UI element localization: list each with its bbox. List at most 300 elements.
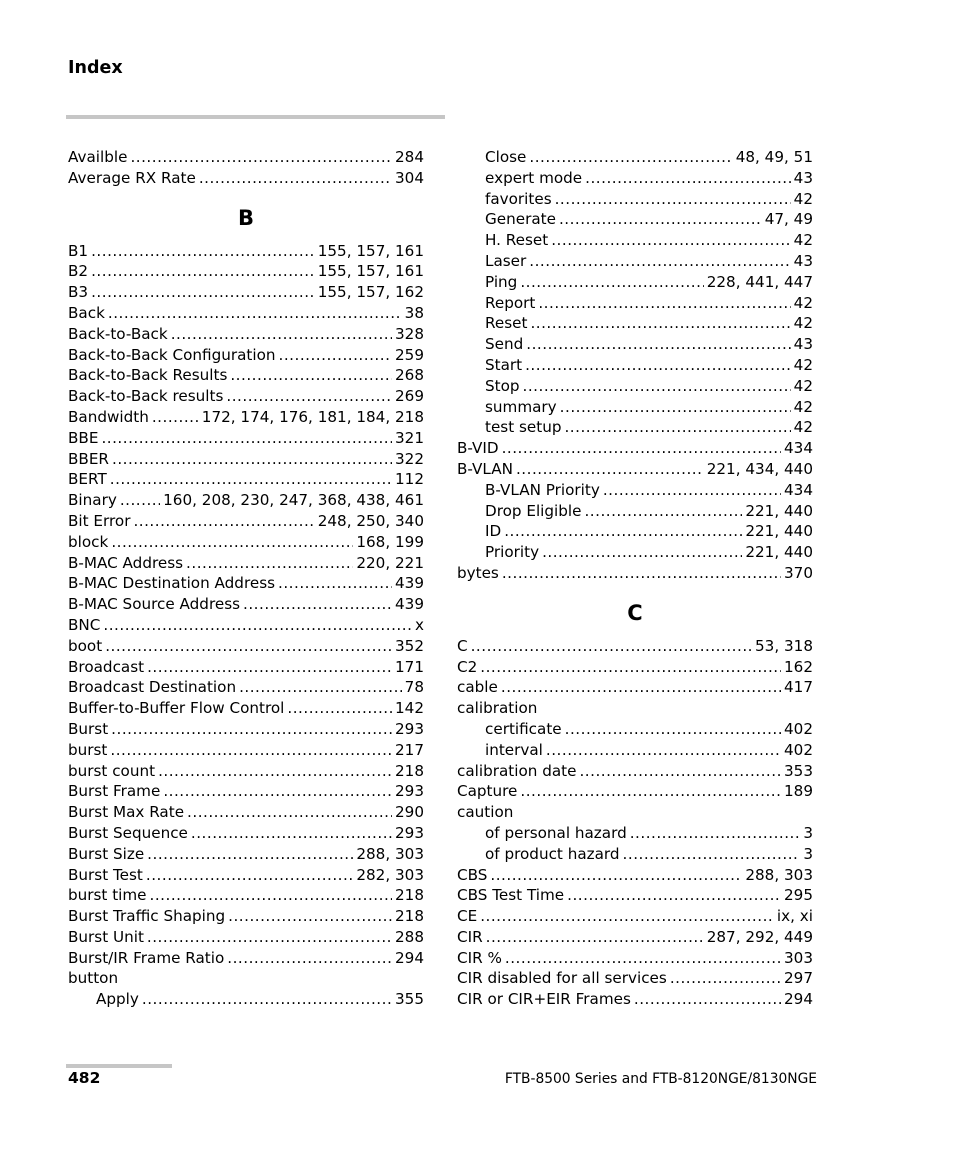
dot-leader (559, 209, 762, 230)
dot-leader (529, 251, 790, 272)
dot-leader (227, 948, 392, 969)
index-entry-pages: 168, 199 (356, 532, 424, 551)
dot-leader (91, 282, 315, 303)
index-entry-pages: 293 (395, 782, 424, 801)
index-entry-pages: 155, 157, 161 (317, 262, 424, 281)
document-title: FTB-8500 Series and FTB-8120NGE/8130NGE (504, 1071, 817, 1087)
index-entry-label: CBS (457, 865, 488, 884)
index-subentry (457, 251, 813, 272)
dot-leader (520, 272, 703, 293)
index-entry (68, 303, 424, 324)
index-subentry (457, 501, 813, 522)
dot-leader (133, 511, 314, 532)
index-entry-pages: 288 (395, 927, 424, 946)
index-subentry (457, 719, 813, 740)
dot-leader (502, 438, 781, 459)
index-entry-label: BNC (68, 615, 101, 634)
index-entry-pages: 218 (395, 761, 424, 780)
index-entry-pages: 3 (803, 844, 813, 863)
index-entry-pages: 295 (784, 886, 813, 905)
index-entry (68, 428, 424, 449)
index-entry-label: Buffer-to-Buffer Flow Control (68, 699, 285, 718)
index-entry-pages: 287, 292, 449 (706, 927, 813, 946)
dot-leader (91, 241, 315, 262)
index-entry-pages: 42 (793, 231, 813, 250)
dot-leader (150, 885, 392, 906)
index-entry-label: BBE (68, 428, 99, 447)
dot-leader (486, 927, 704, 948)
index-entry-pages: 189 (784, 782, 813, 801)
index-entry-label: Drop Eligible (485, 501, 582, 520)
index-entry-pages: 42 (793, 376, 813, 395)
index-entry (457, 906, 813, 927)
dot-leader (526, 334, 790, 355)
index-entry-label: block (68, 532, 109, 551)
index-entry (68, 968, 424, 989)
dot-leader (120, 490, 160, 511)
dot-leader (630, 823, 801, 844)
index-entry (68, 906, 424, 927)
index-entry-pages: 293 (395, 823, 424, 842)
index-entry-pages: 269 (395, 387, 424, 406)
index-entry-label: Burst Size (68, 844, 145, 863)
index-entry-label: Burst Max Rate (68, 803, 185, 822)
index-entry-label: Stop (485, 376, 520, 395)
dot-leader (634, 989, 781, 1010)
index-subentry (457, 168, 813, 189)
index-entry-pages: 353 (784, 761, 813, 780)
index-entry-label: boot (68, 636, 103, 655)
index-entry (68, 261, 424, 282)
index-entry (68, 490, 424, 511)
index-subentry (457, 542, 813, 563)
dot-leader (520, 781, 781, 802)
index-subentry (457, 823, 813, 844)
index-entry-label: Bit Error (68, 511, 131, 530)
index-subentry (457, 189, 813, 210)
index-entry (68, 948, 424, 969)
index-entry-label: CIR (457, 927, 483, 946)
index-subentry (457, 272, 813, 293)
index-entry-pages: 268 (395, 366, 424, 385)
index-subentry (457, 334, 813, 355)
index-entry-pages: 42 (793, 314, 813, 333)
index-entry-pages: 439 (395, 574, 424, 593)
index-entry (457, 459, 813, 480)
dot-leader (480, 906, 774, 927)
dot-leader (564, 417, 790, 438)
index-entry-label: CE (457, 907, 478, 926)
index-entry-label: Burst Sequence (68, 823, 188, 842)
dot-leader (91, 261, 315, 282)
index-entry-pages: 282, 303 (356, 865, 424, 884)
index-entry-pages: 284 (395, 148, 424, 166)
index-entry-label: B2 (68, 262, 89, 281)
index-entry-label: calibration (457, 699, 538, 718)
dot-leader (230, 365, 392, 386)
dot-leader (579, 761, 781, 782)
index-entry (68, 407, 424, 428)
index-entry-label: Burst Traffic Shaping (68, 907, 226, 926)
index-entry-label: C2 (457, 657, 478, 676)
index-entry-label: ID (485, 522, 502, 541)
index-entry (68, 324, 424, 345)
dot-leader (111, 719, 392, 740)
dot-leader (525, 355, 791, 376)
dot-leader (152, 407, 199, 428)
index-subentry (457, 397, 813, 418)
index-subentry (457, 480, 813, 501)
dot-leader (199, 168, 392, 189)
index-entry-pages: 221, 440 (745, 501, 813, 520)
index-entry-label: interval (485, 740, 543, 759)
index-entry-label: B-MAC Address (68, 553, 184, 572)
index-entry-label: Back-to-Back Configuration (68, 345, 276, 364)
index-entry-pages: 417 (784, 678, 813, 697)
dot-leader (505, 948, 781, 969)
index-entry-label: Bandwidth (68, 407, 149, 426)
dot-leader (110, 469, 392, 490)
dot-leader (516, 459, 704, 480)
index-entry-label: calibration date (457, 761, 577, 780)
index-entry-label: burst time (68, 886, 147, 905)
index-entry-label: test setup (485, 418, 562, 437)
index-entry (68, 594, 424, 615)
dot-leader (278, 573, 392, 594)
index-entry-pages: 290 (395, 803, 424, 822)
index-entry (68, 511, 424, 532)
index-entry-pages: 42 (793, 355, 813, 374)
index-entry-label: Reset (485, 314, 528, 333)
index-entry-label: Burst Test (68, 865, 143, 884)
dot-leader (186, 553, 353, 574)
index-entry (68, 282, 424, 303)
dot-leader (243, 594, 392, 615)
index-entry (457, 677, 813, 698)
index-entry-label: B1 (68, 241, 89, 260)
index-entry (457, 989, 813, 1010)
index-entry (457, 865, 813, 886)
index-entry (68, 781, 424, 802)
dot-leader (501, 677, 781, 698)
dot-leader (142, 989, 392, 1010)
index-entry-label: CBS Test Time (457, 886, 565, 905)
index-entry-label: CIR disabled for all services (457, 969, 667, 988)
index-letter-heading: C (627, 600, 643, 625)
index-entry-pages: 42 (793, 397, 813, 416)
index-entry-pages: 43 (793, 251, 813, 270)
index-subentry (457, 293, 813, 314)
index-entry-label: cable (457, 678, 498, 697)
index-entry (457, 781, 813, 802)
index-entry-label: H. Reset (485, 231, 549, 250)
index-entry-label: Availble (68, 148, 128, 166)
index-entry-label: button (68, 969, 119, 988)
index-entry-pages: 160, 208, 230, 247, 368, 438, 461 (163, 491, 424, 510)
index-entry-label: Priority (485, 543, 540, 562)
index-entry-label: Generate (485, 210, 556, 229)
footer-rule (66, 1064, 172, 1068)
index-entry-pages: 288, 303 (745, 865, 813, 884)
index-entry-pages: 304 (395, 168, 424, 187)
index-subentry (457, 376, 813, 397)
index-entry (457, 948, 813, 969)
index-entry-label: Broadcast Destination (68, 678, 237, 697)
index-entry-pages: 47, 49 (764, 210, 813, 229)
index-entry-pages: 322 (395, 449, 424, 468)
index-subentry (68, 989, 424, 1010)
dot-leader (171, 324, 392, 345)
dot-leader (147, 927, 392, 948)
index-entry (68, 823, 424, 844)
index-entry-pages: 172, 174, 176, 181, 184, 218 (201, 407, 424, 426)
index-entry (68, 844, 424, 865)
dot-leader (567, 885, 781, 906)
dot-leader (147, 844, 353, 865)
index-entry-label: Burst (68, 719, 109, 738)
index-entry-pages: 42 (793, 418, 813, 437)
index-entry (457, 968, 813, 989)
dot-leader (623, 844, 801, 865)
page-number: 482 (68, 1069, 101, 1087)
index-subentry (457, 740, 813, 761)
dot-leader (239, 677, 402, 698)
index-entry-label: Back-to-Back (68, 324, 168, 343)
index-entry-pages: 112 (395, 470, 424, 489)
index-entry (457, 438, 813, 459)
index-entry-label: C (457, 636, 468, 655)
index-entry-label: Average RX Rate (68, 168, 196, 187)
index-entry (68, 657, 424, 678)
index-entry-pages: 220, 221 (356, 553, 424, 572)
dot-leader (480, 657, 781, 678)
index-entry (457, 761, 813, 782)
index-entry-pages: 171 (395, 657, 424, 676)
dot-leader (565, 719, 781, 740)
dot-leader (279, 345, 392, 366)
index-entry-label: of product hazard (485, 844, 620, 863)
index-subentry (457, 521, 813, 542)
index-subentry (457, 147, 813, 168)
dot-leader (105, 636, 392, 657)
index-entry (68, 865, 424, 886)
index-entry-label: Start (485, 355, 523, 374)
dot-leader (584, 501, 742, 522)
dot-leader (471, 636, 752, 657)
index-entry-label: of personal hazard (485, 823, 627, 842)
index-entry-pages: 328 (395, 324, 424, 343)
index-entry (457, 563, 813, 584)
index-entry-label: Close (485, 148, 527, 166)
index-entry-pages: 370 (784, 563, 813, 582)
index-entry-label: B3 (68, 283, 89, 302)
index-entry-label: B-MAC Destination Address (68, 574, 276, 593)
index-entry-label: B-MAC Source Address (68, 595, 241, 614)
dot-leader (110, 740, 392, 761)
dot-leader (187, 802, 392, 823)
index-entry-pages: 402 (784, 740, 813, 759)
index-entry-pages: 217 (395, 740, 424, 759)
dot-leader (560, 397, 791, 418)
index-entry-label: Broadcast (68, 657, 145, 676)
dot-leader (523, 376, 791, 397)
dot-leader (130, 147, 392, 168)
index-entry (68, 469, 424, 490)
dot-leader (158, 761, 392, 782)
index-entry-pages: 228, 441, 447 (706, 272, 813, 291)
dot-leader (146, 865, 353, 886)
index-column-left (68, 147, 424, 1010)
index-letter-heading: B (237, 205, 254, 230)
index-entry-pages: 142 (395, 699, 424, 718)
index-entry-pages: 53, 318 (755, 636, 813, 655)
dot-leader (108, 303, 402, 324)
index-entry-pages: 48, 49, 51 (735, 148, 813, 166)
dot-leader (112, 449, 392, 470)
index-entry (68, 740, 424, 761)
dot-leader (538, 293, 790, 314)
index-entry-pages: 434 (784, 480, 813, 499)
index-subentry (457, 230, 813, 251)
index-entry-label: B-VLAN Priority (485, 480, 600, 499)
dot-leader (147, 657, 392, 678)
index-entry-label: Binary (68, 491, 117, 510)
index-entry (457, 698, 813, 719)
index-entry-pages: 43 (793, 168, 813, 187)
index-entry (68, 532, 424, 553)
index-entry (457, 636, 813, 657)
index-entry-pages: 321 (395, 428, 424, 447)
page-header-title: Index (68, 58, 123, 78)
index-entry-pages: 38 (404, 303, 424, 322)
dot-leader (529, 147, 732, 168)
index-entry-label: Burst Unit (68, 927, 144, 946)
index-entry-label: burst (68, 740, 108, 759)
dot-leader (191, 823, 392, 844)
index-entry-label: Back-to-Back results (68, 387, 224, 406)
header-rule (66, 115, 445, 119)
dot-leader (228, 906, 392, 927)
dot-leader (555, 189, 791, 210)
index-subentry (457, 844, 813, 865)
index-entry (68, 386, 424, 407)
index-entry-pages: 221, 434, 440 (706, 459, 813, 478)
index-entry-label: CIR or CIR+EIR Frames (457, 990, 631, 1009)
index-entry-label: bytes (457, 563, 499, 582)
index-entry-label: Back-to-Back Results (68, 366, 228, 385)
index-entry-pages: 78 (404, 678, 424, 697)
index-entry-pages: 294 (395, 948, 424, 967)
index-entry-pages: 218 (395, 886, 424, 905)
index-entry (68, 573, 424, 594)
index-entry-pages: 297 (784, 969, 813, 988)
index-entry-label: Back (68, 303, 105, 322)
index-entry-pages: 402 (784, 719, 813, 738)
index-entry-pages: 293 (395, 719, 424, 738)
dot-leader (101, 428, 392, 449)
index-entry (457, 657, 813, 678)
dot-leader (670, 968, 781, 989)
index-entry-pages: 221, 440 (745, 522, 813, 541)
index-entry-label: B-VLAN (457, 459, 513, 478)
index-entry (68, 698, 424, 719)
index-entry-pages: 42 (793, 189, 813, 208)
index-entry-pages: 303 (784, 948, 813, 967)
index-entry (68, 147, 424, 168)
index-entry-label: Report (485, 293, 536, 312)
index-entry-pages: 218 (395, 907, 424, 926)
dot-leader (103, 615, 412, 636)
index-entry (68, 636, 424, 657)
index-entry-label: CIR % (457, 948, 502, 967)
dot-leader (111, 532, 353, 553)
index-entry (68, 365, 424, 386)
index-entry (68, 761, 424, 782)
dot-leader (502, 563, 781, 584)
index-entry-pages: 155, 157, 161 (317, 241, 424, 260)
index-entry (68, 449, 424, 470)
index-entry-label: Burst Frame (68, 782, 161, 801)
index-entry-pages: 42 (793, 293, 813, 312)
index-entry-label: Laser (485, 251, 527, 270)
index-entry (68, 719, 424, 740)
index-entry (68, 802, 424, 823)
dot-leader (546, 740, 781, 761)
index-entry-label: BERT (68, 470, 107, 489)
dot-leader (585, 168, 791, 189)
index-subentry (457, 355, 813, 376)
index-entry-label: certificate (485, 719, 562, 738)
dot-leader (603, 480, 781, 501)
index-entry (68, 615, 424, 636)
index-entry-pages: 259 (395, 345, 424, 364)
index-entry (457, 885, 813, 906)
index-entry-pages: 162 (784, 657, 813, 676)
index-entry-pages: 355 (395, 990, 424, 1009)
index-entry-label: Apply (96, 990, 139, 1009)
dot-leader (163, 781, 392, 802)
index-entry-pages: 434 (784, 439, 813, 458)
dot-leader (226, 386, 392, 407)
index-entry-pages: 439 (395, 595, 424, 614)
index-entry-pages: 294 (784, 990, 813, 1009)
index-entry-pages: 221, 440 (745, 543, 813, 562)
index-entry (68, 345, 424, 366)
index-entry-label: favorites (485, 189, 552, 208)
index-entry-pages: 352 (395, 636, 424, 655)
dot-leader (530, 313, 790, 334)
index-entry-label: BBER (68, 449, 109, 468)
index-entry-label: Send (485, 335, 524, 354)
index-entry-pages: 155, 157, 162 (317, 283, 424, 302)
index-entry-pages: 288, 303 (356, 844, 424, 863)
index-entry (68, 677, 424, 698)
index-entry (457, 927, 813, 948)
index-column-right (457, 147, 813, 1010)
index-subentry (457, 313, 813, 334)
index-entry-pages: x (415, 615, 424, 634)
index-entry (68, 553, 424, 574)
dot-leader (490, 865, 742, 886)
index-entry-label: burst count (68, 761, 156, 780)
index-entry-pages: ix, xi (776, 907, 813, 926)
index-subentry (457, 209, 813, 230)
index-entry-label: Burst/IR Frame Ratio (68, 948, 225, 967)
index-entry-label: caution (457, 803, 514, 822)
index-entry-label: summary (485, 397, 557, 416)
index-entry (68, 885, 424, 906)
index-entry-pages: 3 (803, 823, 813, 842)
